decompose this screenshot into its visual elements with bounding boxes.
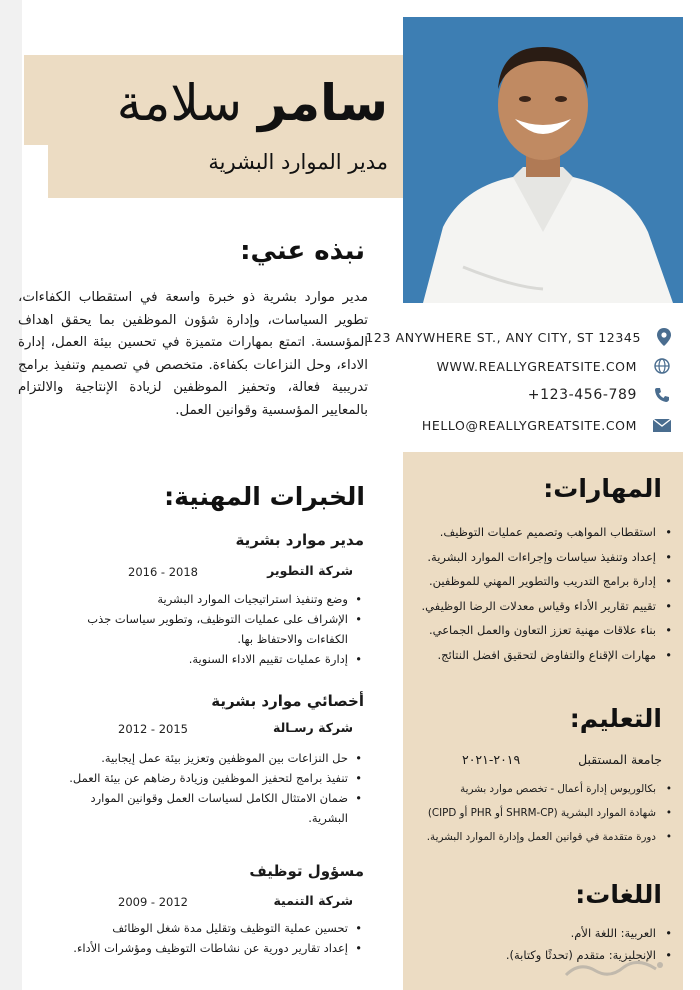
profile-photo	[403, 17, 683, 303]
full-name	[116, 74, 388, 132]
location-pin-icon	[657, 328, 671, 346]
job-role: مسؤول توظيف	[249, 862, 364, 880]
address-text: 123 ANYWHERE ST., ANY CITY, ST 12345	[365, 329, 641, 345]
list-item: • استقطاب المواهب وتصميم عمليات التوظيف.	[422, 520, 672, 545]
list-item: • تحسين عملية التوظيف وتقليل مدة شغل الوظائف	[62, 918, 362, 938]
list-item: • إعداد تقارير دورية عن نشاطات التوظيف ومؤشرات الأداء.	[62, 938, 362, 958]
list-item: • تقييم تقارير الأداء وقياس معدلات الرضا الوظيفي.	[422, 594, 672, 619]
job-duties-list	[62, 589, 362, 669]
envelope-icon	[653, 416, 671, 434]
languages-title: اللغات:	[575, 880, 662, 909]
job-years: 2009 - 2012	[118, 895, 188, 909]
list-item: • شهادة الموارد البشرية (SHRM-CP أو PHR أو CIPD)	[427, 801, 672, 825]
phone-text: +123-456-789	[527, 387, 637, 403]
contact-website	[403, 351, 683, 381]
education-list	[427, 777, 672, 849]
phone-icon	[653, 386, 671, 404]
list-item: • ضمان الامتثال الكامل لسياسات العمل وقوانين الموارد البشرية.	[62, 788, 362, 828]
name-box-tab	[24, 55, 50, 145]
list-item: • إدارة عمليات تقييم الاداء السنوية.	[62, 649, 362, 669]
job-title: مدير الموارد البشرية	[208, 150, 388, 174]
list-item: • إعداد وتنفيذ سياسات وإجراءات الموارد البشرية.	[422, 545, 672, 570]
job-company: شركة التطوير	[267, 563, 353, 578]
job-years: 2016 - 2018	[128, 565, 198, 579]
left-edge-strip	[0, 0, 22, 990]
globe-icon	[653, 357, 671, 375]
job-company: شركة التنمية	[273, 893, 353, 908]
list-item: • بكالوريوس إدارة أعمال - تخصص موارد بشرية	[427, 777, 672, 801]
contact-address	[365, 322, 683, 352]
job-role: مدير موارد بشرية	[235, 531, 364, 549]
job-company: شركة رسـالة	[273, 720, 353, 735]
list-item: • العربية: اللغة الأم.	[506, 922, 672, 944]
list-item: • مهارات الإقناع والتفاوض لتحقيق افضل النتائج.	[422, 643, 672, 668]
list-item: • دورة متقدمة في قوانين العمل وإدارة الموارد البشرية.	[427, 825, 672, 849]
list-item: • إدارة برامج التدريب والتطوير المهني للموظفين.	[422, 569, 672, 594]
job-years: 2012 - 2015	[118, 722, 188, 736]
about-title: نبذه عني:	[240, 236, 365, 266]
skills-list	[422, 520, 672, 668]
about-text: مدير موارد بشرية ذو خبرة واسعة في استقطاب الكفاءات، تطوير السياسات، وإدارة شؤون الموظفين بما يحقق اهداف المؤسسة. اتمتع بمهارات متميزة في تحسين بيئة العمل، إدارة الاداء، وحل النزاعات بكفاءة. متخصص في تصميم وتنفيذ برامج تدريبية فعالة، وتحفيز الموظفين لزيادة الإنتاجية والالتزام بالمعايير المؤسسية وقوانين العمل.	[18, 290, 368, 418]
list-item: • تنفيذ برامج لتحفيز الموظفين وزيادة رضاهم عن بيئة العمل.	[62, 768, 362, 788]
profile-photo-illustration	[403, 17, 683, 303]
list-item: • الإشراف على عمليات التوظيف، وتطوير سياسات جذب الكفاءات والاحتفاظ بها.	[62, 609, 362, 649]
list-item: • حل النزاعات بين الموظفين وتعزيز بيئة عمل إيجابية.	[62, 748, 362, 768]
education-title: التعليم:	[569, 704, 662, 733]
job-duties-list	[62, 918, 362, 958]
skills-title: المهارات:	[543, 474, 662, 503]
last-name: سلامة	[116, 74, 243, 132]
experience-title: الخبرات المهنية:	[164, 482, 365, 511]
first-name: سامر	[257, 74, 388, 132]
website-text[interactable]: WWW.REALLYGREATSITE.COM	[436, 358, 637, 374]
list-item: • وضع وتنفيذ استراتيجيات الموارد البشرية	[62, 589, 362, 609]
contact-phone	[403, 380, 683, 410]
email-text[interactable]: HELLO@REALLYGREATSITE.COM	[421, 417, 637, 433]
education-university: جامعة المستقبل	[578, 752, 662, 767]
job-duties-list	[62, 748, 362, 828]
list-item: • بناء علاقات مهنية تعزز التعاون والعمل الجماعي.	[422, 618, 672, 643]
job-role: أخصائي موارد بشرية	[211, 692, 364, 710]
contact-email	[403, 410, 683, 440]
watermark-logo	[560, 955, 670, 988]
education-years: ٢٠١٩-٢٠٢١	[462, 752, 521, 767]
list-item: • الإنجليزية: متقدم (تحدثًا وكتابة).	[506, 944, 672, 966]
